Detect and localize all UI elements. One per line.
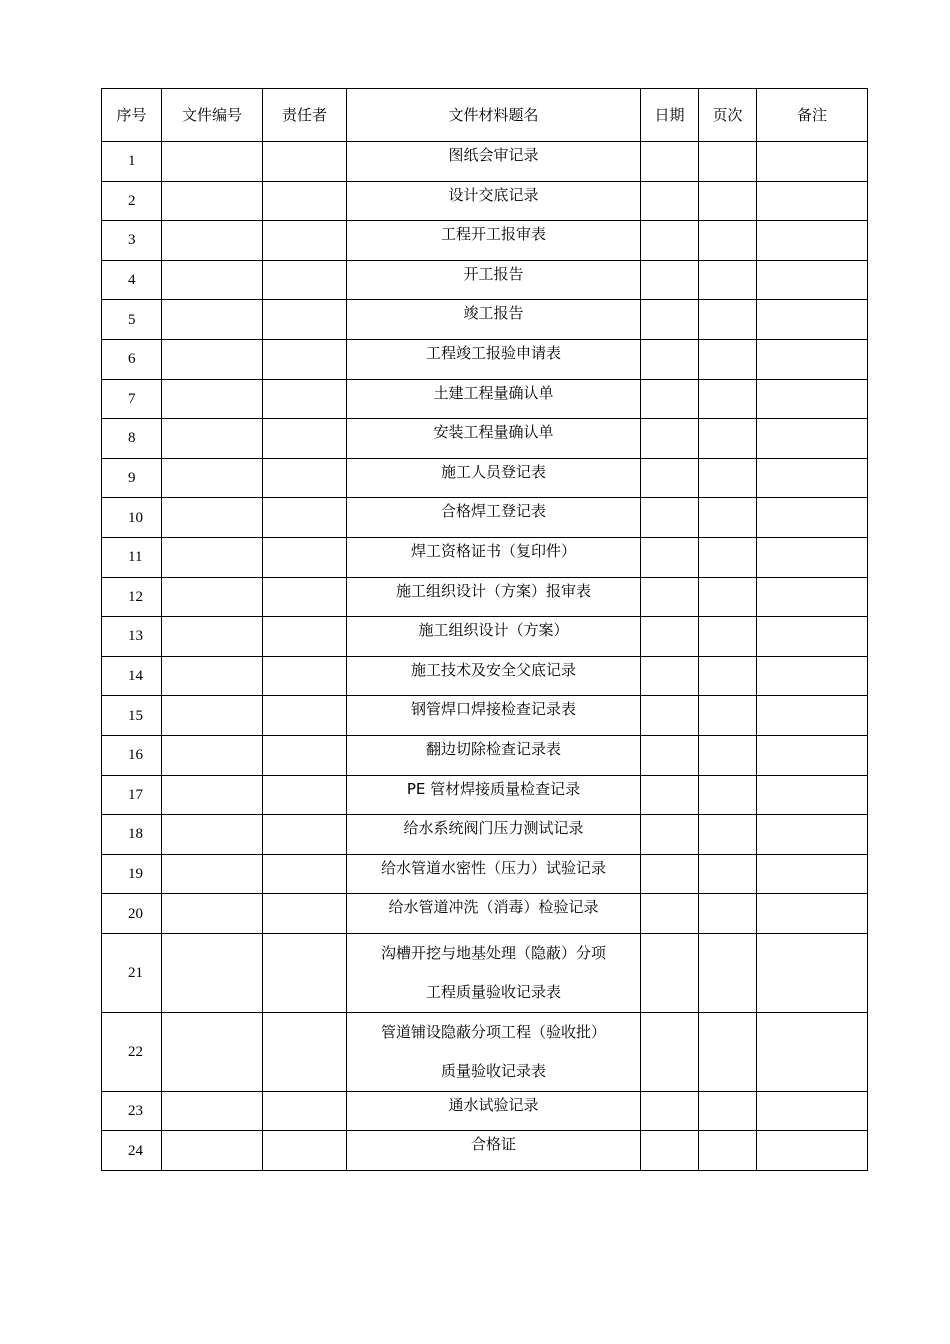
table-row xyxy=(102,419,868,459)
table-row xyxy=(102,894,868,934)
table-row xyxy=(102,498,868,538)
responsible-cell xyxy=(263,815,347,855)
row-number: 8 xyxy=(102,419,162,459)
pages-cell xyxy=(699,854,757,894)
table-row xyxy=(102,1091,868,1131)
pages-cell xyxy=(699,775,757,815)
date-cell xyxy=(641,537,699,577)
row-title: 设计交底记录 xyxy=(347,181,641,221)
date-cell xyxy=(641,458,699,498)
responsible-cell xyxy=(263,339,347,379)
row-number: 15 xyxy=(102,696,162,736)
responsible-cell xyxy=(263,775,347,815)
date-cell xyxy=(641,142,699,182)
file-no-cell xyxy=(162,775,263,815)
row-number: 23 xyxy=(102,1091,162,1131)
date-cell xyxy=(641,419,699,459)
pages-cell xyxy=(699,419,757,459)
file-no-cell xyxy=(162,735,263,775)
file-no-cell xyxy=(162,577,263,617)
table-row xyxy=(102,458,868,498)
row-number: 18 xyxy=(102,815,162,855)
responsible-cell xyxy=(263,458,347,498)
pages-cell xyxy=(699,498,757,538)
date-cell xyxy=(641,339,699,379)
row-title-line-2: 工程质量验收记录表 xyxy=(425,982,561,1001)
remarks-cell xyxy=(757,696,868,736)
responsible-cell xyxy=(263,300,347,340)
file-no-cell xyxy=(162,379,263,419)
table-row xyxy=(102,142,868,182)
pages-cell xyxy=(699,933,757,1012)
pages-cell xyxy=(699,221,757,261)
row-title: 给水管道水密性（压力）试验记录 xyxy=(347,854,641,894)
remarks-cell xyxy=(757,458,868,498)
responsible-cell xyxy=(263,181,347,221)
responsible-cell xyxy=(263,537,347,577)
remarks-cell xyxy=(757,221,868,261)
table-row xyxy=(102,617,868,657)
remarks-cell xyxy=(757,1091,868,1131)
table-row xyxy=(102,537,868,577)
remarks-cell xyxy=(757,260,868,300)
file-no-cell xyxy=(162,656,263,696)
remarks-cell xyxy=(757,617,868,657)
row-number: 16 xyxy=(102,735,162,775)
row-number: 17 xyxy=(102,775,162,815)
pages-cell xyxy=(699,894,757,934)
pages-cell xyxy=(699,656,757,696)
file-no-cell xyxy=(162,537,263,577)
file-no-cell xyxy=(162,419,263,459)
file-no-cell xyxy=(162,339,263,379)
row-title: 工程竣工报验申请表 xyxy=(347,339,641,379)
responsible-cell xyxy=(263,656,347,696)
header-file-no: 文件编号 xyxy=(162,89,263,142)
file-no-cell xyxy=(162,933,263,1012)
row-title: 给水系统阀门压力测试记录 xyxy=(347,815,641,855)
table-row xyxy=(102,933,868,1012)
table-row xyxy=(102,300,868,340)
file-no-cell xyxy=(162,815,263,855)
responsible-cell xyxy=(263,894,347,934)
row-number: 9 xyxy=(102,458,162,498)
file-no-cell xyxy=(162,1091,263,1131)
pages-cell xyxy=(699,537,757,577)
row-number: 19 xyxy=(102,854,162,894)
date-cell xyxy=(641,656,699,696)
row-number: 20 xyxy=(102,894,162,934)
table-row xyxy=(102,221,868,261)
responsible-cell xyxy=(263,617,347,657)
header-seq: 序号 xyxy=(102,89,162,142)
date-cell xyxy=(641,260,699,300)
pages-cell xyxy=(699,696,757,736)
row-number: 10 xyxy=(102,498,162,538)
row-title: 通水试验记录 xyxy=(347,1091,641,1131)
file-no-cell xyxy=(162,617,263,657)
row-title: 合格焊工登记表 xyxy=(347,498,641,538)
remarks-cell xyxy=(757,498,868,538)
table-row xyxy=(102,735,868,775)
pages-cell xyxy=(699,260,757,300)
row-title: 合格证 xyxy=(347,1131,641,1171)
responsible-cell xyxy=(263,577,347,617)
responsible-cell xyxy=(263,142,347,182)
pages-cell xyxy=(699,300,757,340)
responsible-cell xyxy=(263,1012,347,1091)
file-no-cell xyxy=(162,300,263,340)
date-cell xyxy=(641,815,699,855)
table-row xyxy=(102,379,868,419)
row-title: 施工组织设计（方案）报审表 xyxy=(347,577,641,617)
row-number: 2 xyxy=(102,181,162,221)
row-title: 土建工程量确认单 xyxy=(347,379,641,419)
table-row xyxy=(102,339,868,379)
header-responsible: 责任者 xyxy=(263,89,347,142)
row-number: 13 xyxy=(102,617,162,657)
date-cell xyxy=(641,577,699,617)
pages-cell xyxy=(699,379,757,419)
pages-cell xyxy=(699,577,757,617)
file-no-cell xyxy=(162,498,263,538)
file-no-cell xyxy=(162,696,263,736)
date-cell xyxy=(641,775,699,815)
date-cell xyxy=(641,300,699,340)
file-no-cell xyxy=(162,1012,263,1091)
row-title xyxy=(347,933,641,1012)
row-title xyxy=(347,1012,641,1091)
row-title-line-1: 管道铺设隐蔽分项工程（验收批） xyxy=(380,1022,606,1041)
date-cell xyxy=(641,735,699,775)
pages-cell xyxy=(699,142,757,182)
remarks-cell xyxy=(757,933,868,1012)
date-cell xyxy=(641,498,699,538)
archive-index-table xyxy=(101,88,868,1171)
remarks-cell xyxy=(757,339,868,379)
file-no-cell xyxy=(162,221,263,261)
remarks-cell xyxy=(757,775,868,815)
file-no-cell xyxy=(162,142,263,182)
row-number: 14 xyxy=(102,656,162,696)
table-row xyxy=(102,656,868,696)
row-title: 给水管道冲洗（消毒）检验记录 xyxy=(347,894,641,934)
row-number: 12 xyxy=(102,577,162,617)
file-no-cell xyxy=(162,260,263,300)
remarks-cell xyxy=(757,1131,868,1171)
date-cell xyxy=(641,1131,699,1171)
header-date: 日期 xyxy=(641,89,699,142)
table-row xyxy=(102,1012,868,1091)
remarks-cell xyxy=(757,815,868,855)
responsible-cell xyxy=(263,696,347,736)
responsible-cell xyxy=(263,735,347,775)
row-title: 开工报告 xyxy=(347,260,641,300)
row-title: 竣工报告 xyxy=(347,300,641,340)
table-row xyxy=(102,577,868,617)
row-title: 钢管焊口焊接检查记录表 xyxy=(347,696,641,736)
date-cell xyxy=(641,1012,699,1091)
header-remarks: 备注 xyxy=(757,89,868,142)
file-no-cell xyxy=(162,894,263,934)
remarks-cell xyxy=(757,419,868,459)
date-cell xyxy=(641,696,699,736)
date-cell xyxy=(641,181,699,221)
remarks-cell xyxy=(757,735,868,775)
header-row xyxy=(102,89,868,142)
remarks-cell xyxy=(757,656,868,696)
table-row xyxy=(102,260,868,300)
remarks-cell xyxy=(757,894,868,934)
row-number: 22 xyxy=(102,1012,162,1091)
remarks-cell xyxy=(757,142,868,182)
pages-cell xyxy=(699,815,757,855)
responsible-cell xyxy=(263,419,347,459)
date-cell xyxy=(641,379,699,419)
responsible-cell xyxy=(263,854,347,894)
pages-cell xyxy=(699,181,757,221)
file-no-cell xyxy=(162,181,263,221)
row-title: 施工人员登记表 xyxy=(347,458,641,498)
responsible-cell xyxy=(263,260,347,300)
date-cell xyxy=(641,1091,699,1131)
row-number: 7 xyxy=(102,379,162,419)
table-row xyxy=(102,815,868,855)
row-title: 图纸会审记录 xyxy=(347,142,641,182)
pages-cell xyxy=(699,339,757,379)
row-number: 4 xyxy=(102,260,162,300)
date-cell xyxy=(641,854,699,894)
responsible-cell xyxy=(263,1091,347,1131)
pages-cell xyxy=(699,735,757,775)
row-number: 24 xyxy=(102,1131,162,1171)
pages-cell xyxy=(699,1091,757,1131)
date-cell xyxy=(641,894,699,934)
header-pages: 页次 xyxy=(699,89,757,142)
pages-cell xyxy=(699,458,757,498)
remarks-cell xyxy=(757,1012,868,1091)
row-number: 6 xyxy=(102,339,162,379)
header-title: 文件材料题名 xyxy=(347,89,641,142)
pages-cell xyxy=(699,617,757,657)
file-no-cell xyxy=(162,1131,263,1171)
row-number: 21 xyxy=(102,933,162,1012)
responsible-cell xyxy=(263,498,347,538)
table-row xyxy=(102,181,868,221)
row-title: 焊工资格证书（复印件） xyxy=(347,537,641,577)
row-title: 施工组织设计（方案） xyxy=(347,617,641,657)
row-title: 工程开工报审表 xyxy=(347,221,641,261)
file-no-cell xyxy=(162,458,263,498)
remarks-cell xyxy=(757,854,868,894)
row-number: 3 xyxy=(102,221,162,261)
row-number: 1 xyxy=(102,142,162,182)
pages-cell xyxy=(699,1012,757,1091)
pages-cell xyxy=(699,1131,757,1171)
responsible-cell xyxy=(263,1131,347,1171)
date-cell xyxy=(641,617,699,657)
remarks-cell xyxy=(757,577,868,617)
row-title: 翻边切除检查记录表 xyxy=(347,735,641,775)
row-number: 5 xyxy=(102,300,162,340)
table-row xyxy=(102,854,868,894)
row-title-line-2: 质量验收记录表 xyxy=(440,1061,546,1080)
remarks-cell xyxy=(757,300,868,340)
table-row xyxy=(102,696,868,736)
row-title: PE 管材焊接质量检查记录 xyxy=(347,775,641,815)
responsible-cell xyxy=(263,933,347,1012)
table-row xyxy=(102,1131,868,1171)
remarks-cell xyxy=(757,181,868,221)
table-row xyxy=(102,775,868,815)
remarks-cell xyxy=(757,379,868,419)
responsible-cell xyxy=(263,221,347,261)
row-title: 施工技术及安全父底记录 xyxy=(347,656,641,696)
date-cell xyxy=(641,221,699,261)
responsible-cell xyxy=(263,379,347,419)
date-cell xyxy=(641,933,699,1012)
row-title: 安装工程量确认单 xyxy=(347,419,641,459)
row-number: 11 xyxy=(102,537,162,577)
remarks-cell xyxy=(757,537,868,577)
file-no-cell xyxy=(162,854,263,894)
row-title-line-1: 沟槽开挖与地基处理（隐蔽）分项 xyxy=(380,943,606,962)
